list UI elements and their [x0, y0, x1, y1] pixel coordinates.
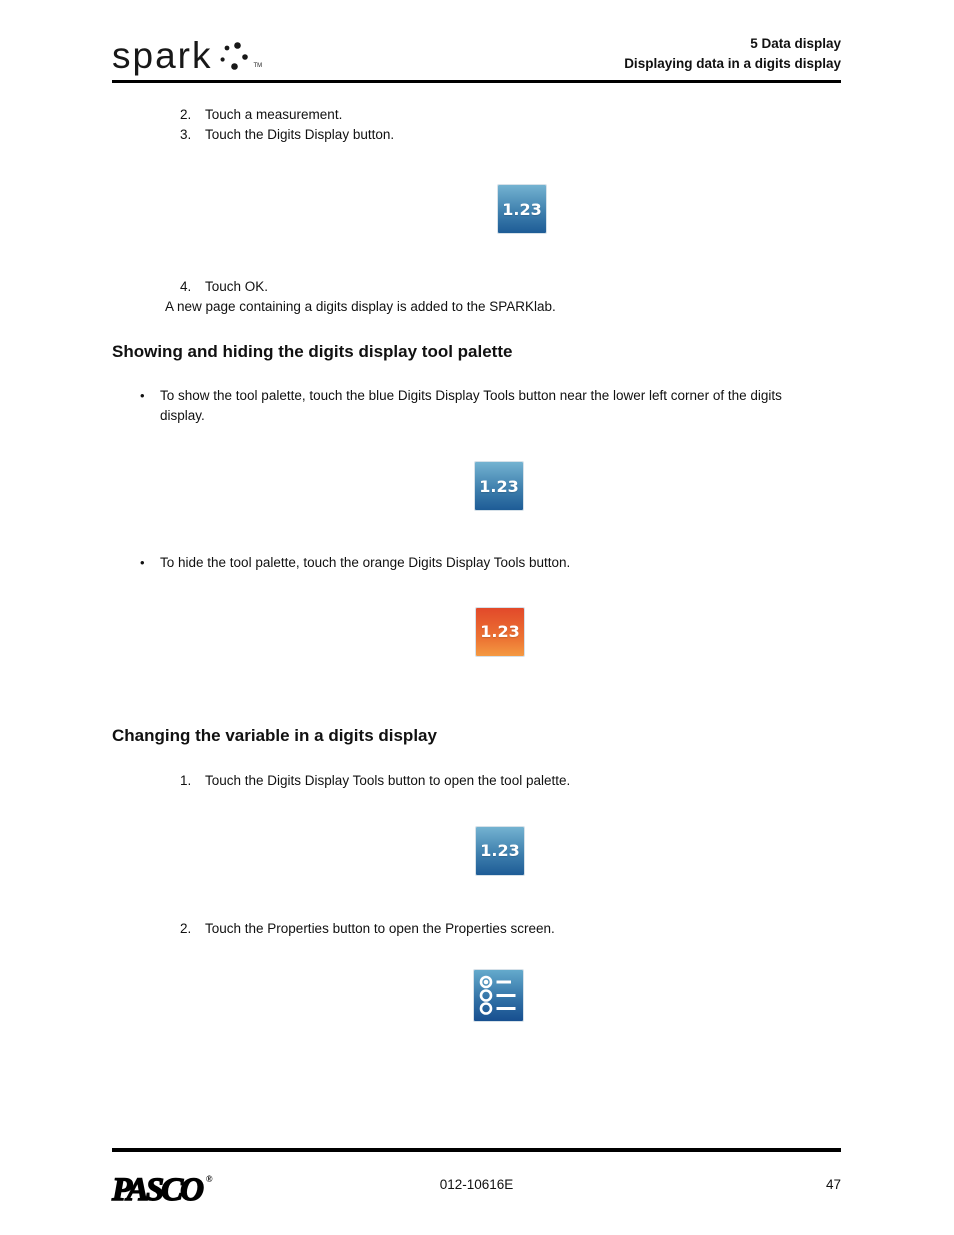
step-text: Touch the Digits Display button.: [205, 127, 395, 142]
step-number: 2.: [180, 107, 192, 122]
result-note: A new page containing a digits display is added to the SPARKlab.: [165, 299, 556, 314]
step-3: [180, 125, 394, 145]
step-text: Touch a measurement.: [205, 107, 343, 122]
bullet-hide-palette: [112, 553, 570, 573]
digits-button-label: 1.23: [480, 622, 520, 641]
pasco-logo: [112, 1162, 213, 1207]
spark-wordmark: spark: [112, 35, 213, 76]
step-2-changing: [180, 919, 555, 939]
section-title: Displaying data in a digits display: [624, 56, 841, 71]
document-number: 012-10616E: [439, 1177, 514, 1192]
step-1-changing: [180, 771, 570, 791]
pasco-wordmark: PASCO: [112, 1172, 201, 1208]
registered-mark: ®: [205, 1174, 213, 1184]
step-2: [180, 105, 394, 125]
page-header: [112, 0, 841, 76]
section-heading-changing: Changing the variable in a digits display: [112, 725, 437, 745]
numbered-steps: [112, 105, 394, 145]
page-number: 47: [825, 1177, 841, 1192]
running-head: [624, 34, 841, 76]
step-number: 2.: [180, 920, 192, 936]
digits-display-button-blue-icon: [476, 827, 524, 875]
step-4: [180, 277, 268, 297]
digits-display-button-orange-icon: [476, 608, 524, 656]
header-rule: [112, 80, 841, 83]
digits-display-button-blue-icon: [475, 462, 523, 510]
page-footer: [112, 1148, 841, 1207]
digits-button-label: 1.23: [479, 476, 519, 496]
bullet-text: To show the tool palette, touch the blue Digits Display Tools button near the lower left corner of the digits display.: [160, 388, 782, 423]
step-number: 3.: [180, 127, 192, 142]
chapter-title: 5 Data display: [750, 36, 841, 51]
footer-rule: [112, 1148, 841, 1152]
step-number: 1.: [180, 772, 192, 788]
step-text: Touch the Properties button to open the Properties screen.: [205, 920, 555, 936]
bullet-glyph: •: [140, 388, 145, 403]
digits-button-label: 1.23: [502, 199, 542, 219]
spark-dots-icon: [220, 41, 252, 76]
bullet-show-palette: [112, 386, 828, 425]
bullet-text: To hide the tool palette, touch the orange Digits Display Tools button.: [160, 555, 571, 570]
digits-display-button-blue-icon: [498, 185, 546, 233]
spark-logo: [112, 37, 262, 76]
footer-row: [112, 1162, 841, 1207]
step-text: Touch OK.: [205, 279, 269, 294]
digits-button-label: 1.23: [480, 841, 520, 860]
section-heading-show-hide: Showing and hiding the digits display tool palette: [112, 342, 513, 361]
step-number: 4.: [180, 279, 192, 294]
properties-button-icon: [474, 970, 523, 1021]
spark-trademark: TM: [253, 63, 263, 69]
step-text: Touch the Digits Display Tools button to open the tool palette.: [205, 772, 571, 788]
bullet-glyph: •: [140, 555, 145, 570]
